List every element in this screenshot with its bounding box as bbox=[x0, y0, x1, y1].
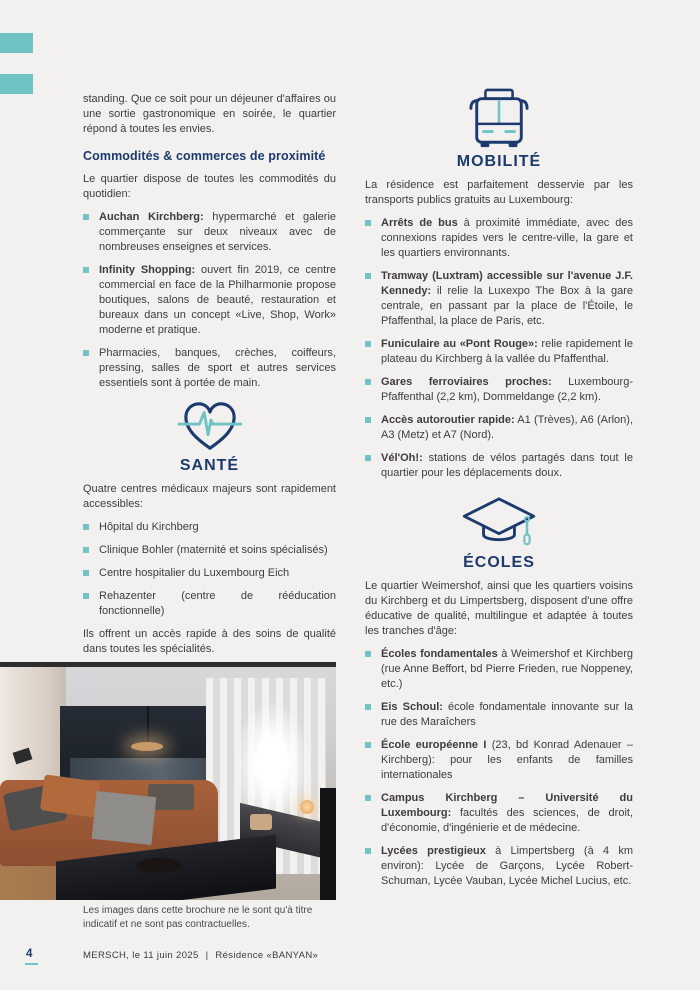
bullet-text: ouvert fin 2019, ce centre commercial en face de la Philharmonie propose boutiques, salons de beauté, restauration et bureaux dans un concept «Live, Shop, Work» moderne et pratique. bbox=[99, 264, 336, 336]
commodites-heading: Commodités & commerces de proximité bbox=[83, 149, 326, 163]
bullet-bold: Arrêts de bus bbox=[381, 217, 458, 229]
deco-bar-top bbox=[0, 33, 33, 53]
left-column-top bbox=[83, 92, 336, 399]
bullet-square-icon bbox=[365, 651, 371, 657]
intro-paragraph: standing. Que ce soit pour un déjeuner d'affaires ou une sortie gastronomique en soirée, le quartier répond à toutes les envies. bbox=[83, 93, 336, 135]
sante-heading: SANTÉ bbox=[179, 457, 240, 474]
ecoles-icon-wrap bbox=[365, 495, 633, 551]
bullet-bold: École européenne I bbox=[381, 739, 487, 751]
list-item bbox=[83, 520, 336, 535]
list-item bbox=[365, 216, 633, 261]
list-item bbox=[83, 543, 336, 558]
photo-tv-edge bbox=[320, 788, 336, 900]
bullet-square-icon bbox=[365, 848, 371, 854]
list-item bbox=[365, 791, 633, 836]
photo-shelf-band bbox=[70, 758, 222, 780]
sante-outro: Ils offrent un accès rapide à des soins de qualité dans toutes les spécialités. bbox=[83, 628, 336, 655]
commodites-lead: Le quartier dispose de toutes les commodités du quotidien: bbox=[83, 173, 336, 200]
bullet-bold: Vél'Oh!: bbox=[381, 452, 423, 464]
page-number: 4 bbox=[26, 948, 33, 960]
bullet-square-icon bbox=[83, 267, 89, 273]
bullet-square-icon bbox=[83, 570, 89, 576]
footer-text bbox=[83, 950, 318, 961]
bullet-square-icon bbox=[83, 350, 89, 356]
footer-residence: Résidence «BANYAN» bbox=[215, 950, 319, 961]
mobilite-heading: MOBILITÉ bbox=[456, 153, 542, 170]
list-item bbox=[83, 210, 336, 255]
bullet-text: école fondamentale innovante sur la rue des Maraîchers bbox=[381, 701, 633, 728]
right-column bbox=[365, 88, 633, 897]
list-item bbox=[365, 844, 633, 889]
bullet-square-icon bbox=[83, 547, 89, 553]
photo-caption: Les images dans cette brochure ne le sont qu'à titre indicatif et ne sont pas contractuelles. bbox=[83, 905, 313, 930]
list-item bbox=[365, 700, 633, 730]
bullet-text: A1 (Trèves), A6 (Arlon), A3 (Metz) et A7 (Nord). bbox=[381, 414, 634, 441]
list-item bbox=[365, 337, 633, 367]
bullet-square-icon bbox=[365, 704, 371, 710]
bullet-text: Centre hospitalier du Luxembourg Eich bbox=[99, 567, 290, 579]
bullet-text: à Limpertsberg (à 4 km environ): Lycée de Garçons, Lycée Robert-Schuman, Lycée Vauban, Lycée Michel Lucius, etc. bbox=[381, 845, 634, 887]
bullet-square-icon bbox=[365, 455, 371, 461]
list-item bbox=[83, 566, 336, 581]
bullet-bold: Campus Kirchberg – Université du Luxembourg: bbox=[381, 792, 633, 819]
sante-lead: Quatre centres médicaux majeurs sont rapidement accessibles: bbox=[83, 483, 336, 510]
heart-pulse-icon bbox=[177, 398, 243, 454]
sante-icon-wrap bbox=[83, 398, 336, 454]
bullet-square-icon bbox=[83, 214, 89, 220]
list-item bbox=[83, 589, 336, 619]
bullet-square-icon bbox=[365, 379, 371, 385]
bus-icon bbox=[461, 88, 537, 150]
mobilite-lead: La résidence est parfaitement desservie par les transports publics gratuits au Luxembourg: bbox=[365, 179, 633, 206]
bullet-text: à Weimershof et Kirchberg (rue Anne Beffort, bd Pierre Frieden, rue Noppeney, etc.) bbox=[381, 648, 633, 690]
bullet-text: (23, bd Konrad Adenauer – Kirchberg): pour les enfants de familles internationales bbox=[381, 739, 633, 781]
living-room-photo bbox=[0, 662, 336, 900]
list-item bbox=[365, 413, 633, 443]
bullet-square-icon bbox=[83, 593, 89, 599]
bullet-text: relie rapidement le plateau du Kirchberg à la vallée du Pfaffenthal. bbox=[381, 338, 633, 365]
list-item bbox=[365, 738, 633, 783]
page-footer bbox=[0, 946, 700, 976]
bullet-square-icon bbox=[365, 742, 371, 748]
bullet-text: Pharmacies, banques, crèches, coiffeurs, pressing, salles de sport et autres services essentiels sont à portée de main. bbox=[99, 347, 336, 389]
bullet-square-icon bbox=[365, 795, 371, 801]
list-item bbox=[83, 346, 336, 391]
footer-separator: | bbox=[205, 950, 209, 961]
bullet-square-icon bbox=[365, 220, 371, 226]
photo-table-lamp bbox=[300, 800, 314, 814]
bullet-bold: Funiculaire au «Pont Rouge»: bbox=[381, 338, 538, 350]
bullet-bold: Tramway (Luxtram) accessible sur l'avenue J.F. Kennedy: bbox=[381, 270, 633, 297]
bullet-text: il relie la Luxexpo The Box à la gare centrale, en passant par la place de l'Étoile, le Pfaffenthal, la place de Paris, etc. bbox=[381, 285, 633, 327]
mobilite-list bbox=[365, 216, 633, 481]
photo-throw-blanket bbox=[92, 791, 157, 845]
bullet-text: hypermarché et galerie commerçante sur deux niveaux avec de nombreuses enseignes et services. bbox=[99, 211, 337, 253]
bullet-square-icon bbox=[365, 273, 371, 279]
photo-basket bbox=[250, 814, 272, 830]
bullet-bold: Gares ferroviaires proches: bbox=[381, 376, 552, 388]
photo-pendant-cord bbox=[147, 706, 149, 744]
bullet-square-icon bbox=[83, 524, 89, 530]
ecoles-lead: Le quartier Weimershof, ainsi que les quartiers voisins du Kirchberg et du Limpertsberg, disposent d'une offre éducative de qualité, multilingue et adaptée à toutes les tranches d'âge: bbox=[365, 580, 633, 637]
ecoles-heading: ÉCOLES bbox=[463, 554, 535, 571]
sante-section bbox=[83, 398, 336, 665]
footer-date: MERSCH, le 11 juin 2025 bbox=[83, 950, 199, 961]
page-number-underline bbox=[25, 963, 38, 965]
commodites-list bbox=[83, 210, 336, 391]
sante-list bbox=[83, 520, 336, 619]
ecoles-list bbox=[365, 647, 633, 889]
bullet-text: Luxembourg-Pfaffenthal (2,2 km), Dommeldange (2,2 km). bbox=[381, 376, 633, 403]
bullet-text: Hôpital du Kirchberg bbox=[99, 521, 199, 533]
bullet-text: à proximité immédiate, avec des connexions rapides vers le centre-ville, la gare et les quartiers environnants. bbox=[381, 217, 633, 259]
bullet-text: Clinique Bohler (maternité et soins spécialisés) bbox=[99, 544, 328, 556]
bullet-bold: Écoles fondamentales bbox=[381, 648, 498, 660]
mobilite-icon-wrap bbox=[365, 88, 633, 150]
list-item bbox=[365, 647, 633, 692]
bullet-text: facultés des sciences, de droit, d'économie, d'ingénierie et de médecine. bbox=[381, 807, 633, 834]
list-item bbox=[365, 269, 633, 329]
bullet-text: Rehazenter (centre de rééducation fonctionnelle) bbox=[99, 590, 336, 617]
bullet-bold: Accès autoroutier rapide: bbox=[381, 414, 515, 426]
graduation-cap-icon bbox=[459, 495, 539, 551]
photo-bowl bbox=[136, 858, 182, 873]
photo-pendant-light bbox=[131, 742, 163, 751]
deco-bar-bottom bbox=[0, 74, 33, 94]
photo-pillow-rust bbox=[40, 774, 100, 817]
list-item bbox=[83, 263, 336, 338]
bullet-text: stations de vélos partagés dans tout le quartier pour les déplacements doux. bbox=[381, 452, 633, 479]
bullet-bold: Infinity Shopping: bbox=[99, 264, 196, 276]
list-item bbox=[365, 375, 633, 405]
bullet-bold: Eis Schoul: bbox=[381, 701, 443, 713]
bullet-square-icon bbox=[365, 341, 371, 347]
bullet-bold: Auchan Kirchberg: bbox=[99, 211, 204, 223]
bullet-square-icon bbox=[365, 417, 371, 423]
list-item bbox=[365, 451, 633, 481]
bullet-bold: Lycées prestigieux bbox=[381, 845, 486, 857]
